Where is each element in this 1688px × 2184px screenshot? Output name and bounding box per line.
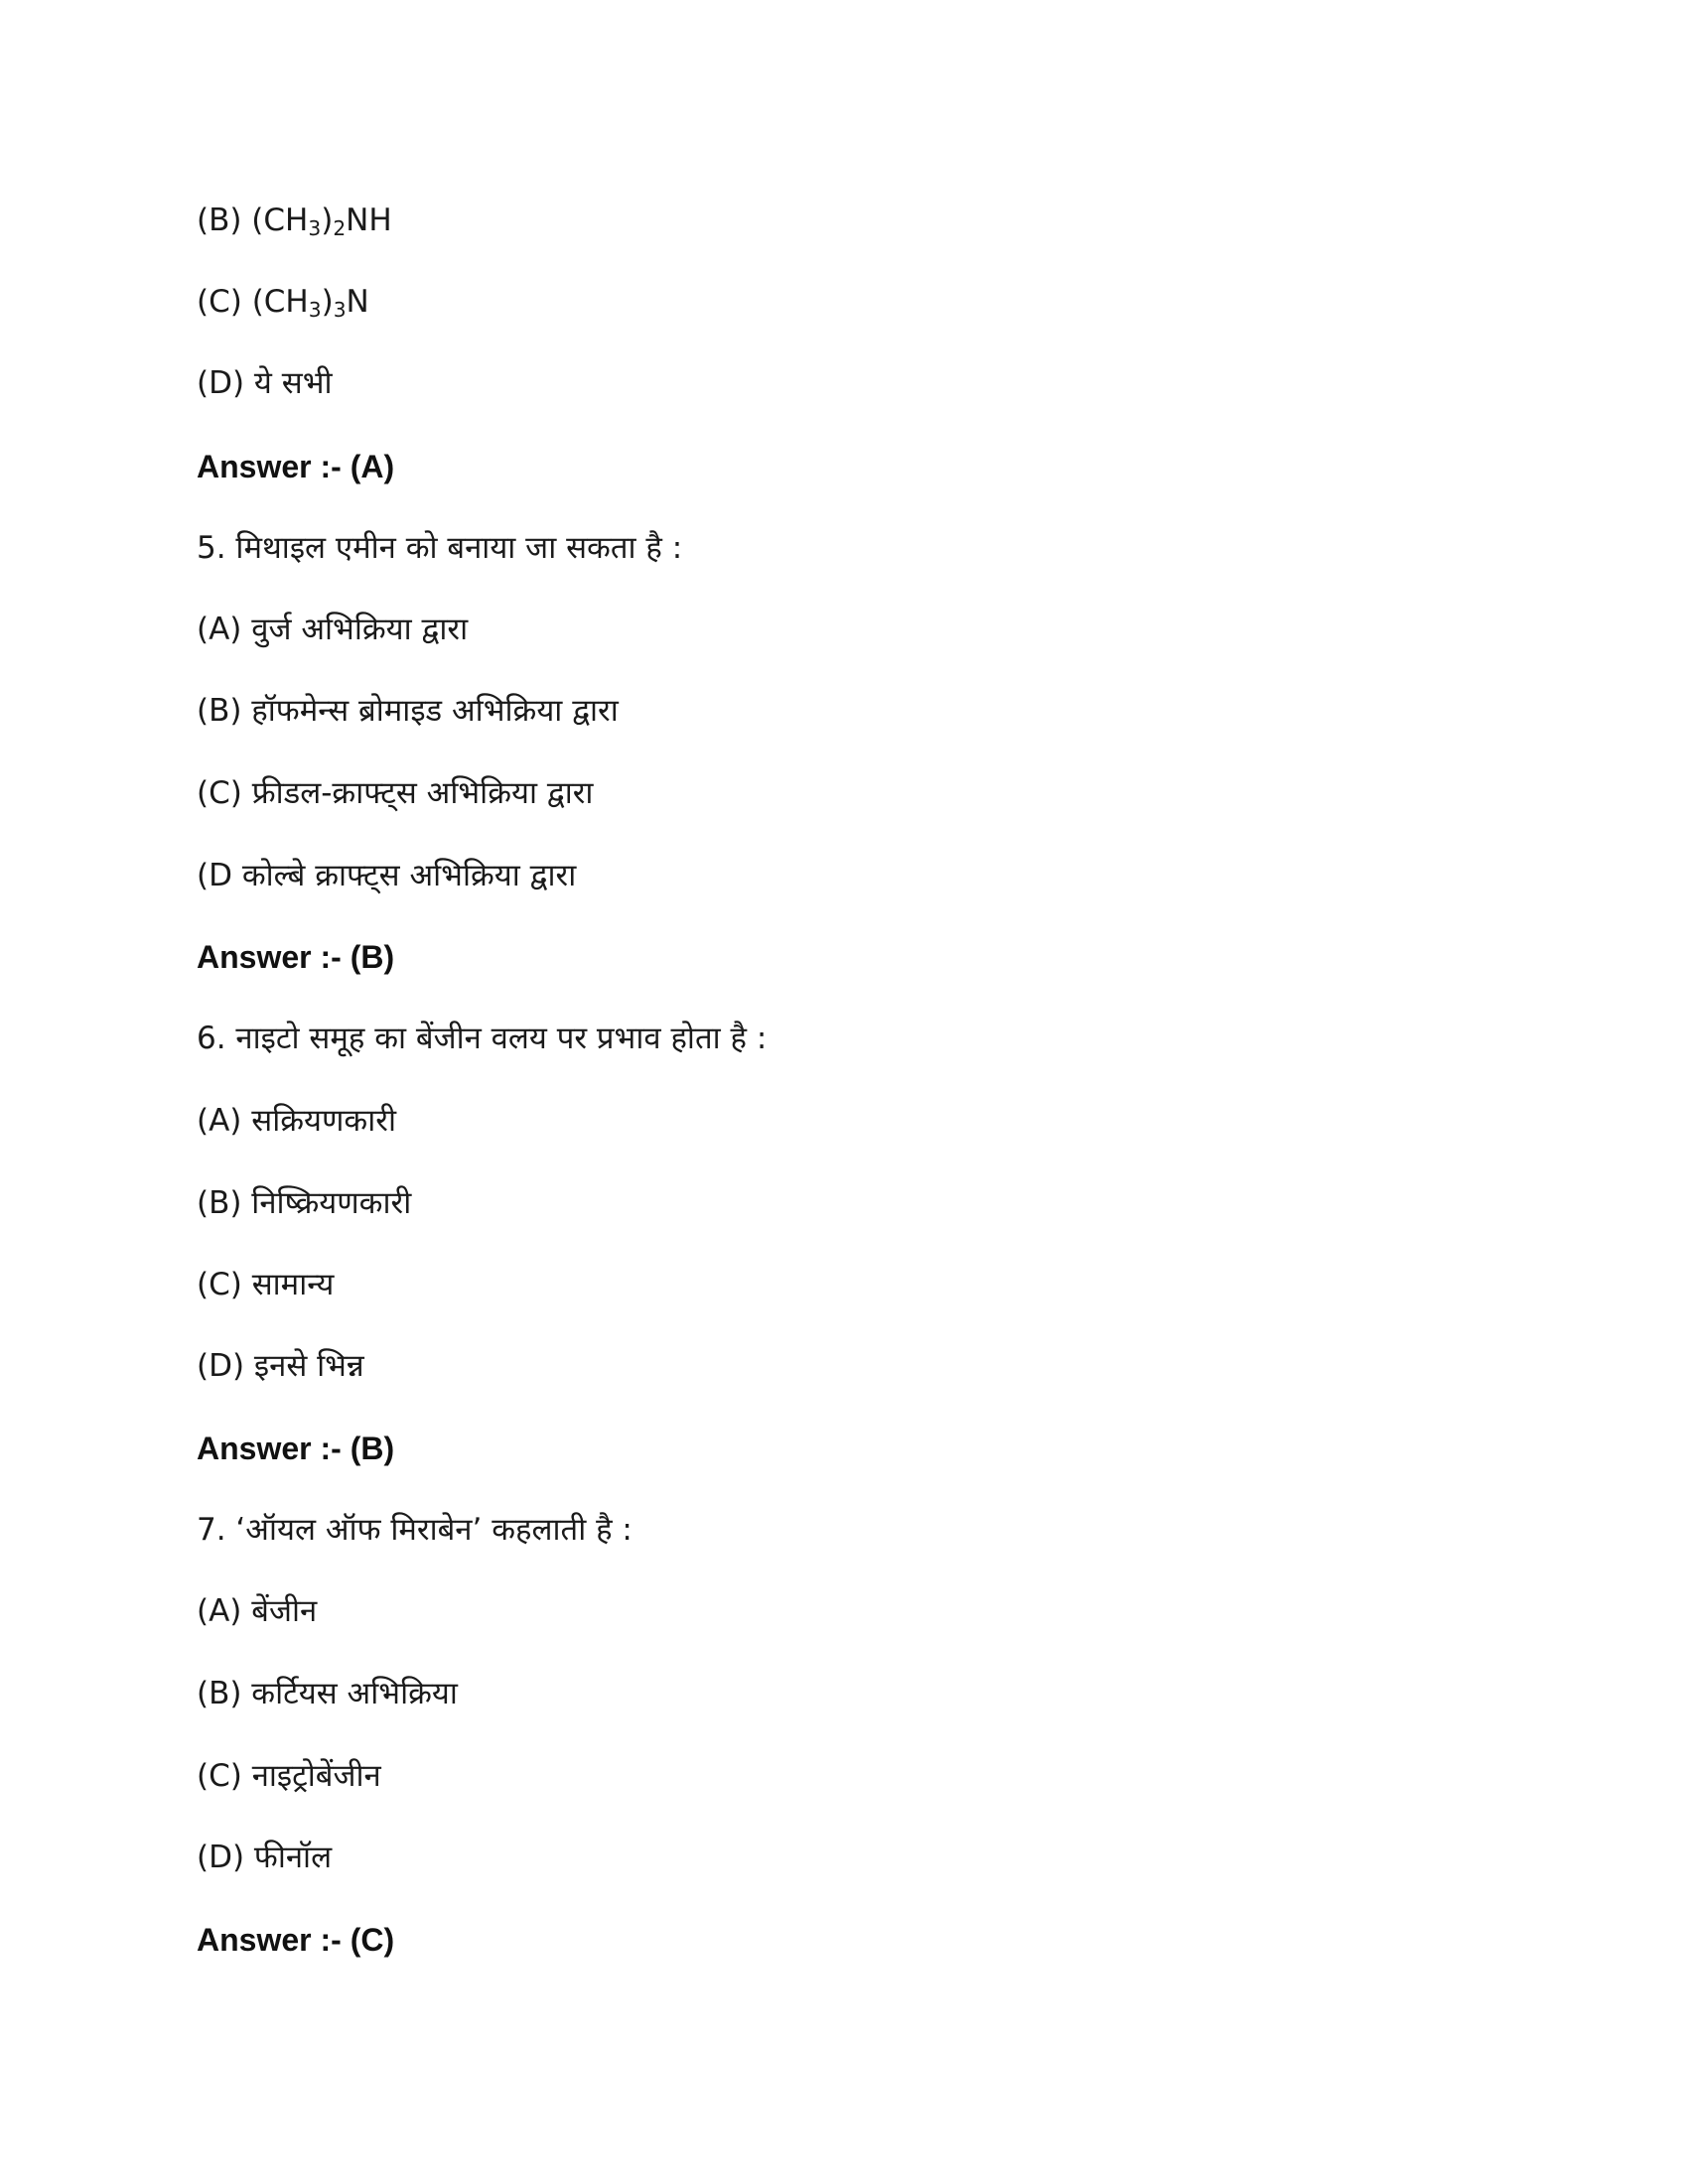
option-text: ): [321, 203, 334, 238]
subscript: 3: [308, 298, 322, 323]
q7-option-a: (A) बेंजीन: [197, 1593, 318, 1629]
question-5: 5. मिथाइल एमीन को बनाया जा सकता है :: [197, 530, 683, 566]
subscript: 2: [333, 216, 347, 241]
subscript: 3: [333, 298, 347, 323]
q6-option-d: (D) इनसे भिन्न: [197, 1348, 364, 1384]
q7-option-c: (C) नाइट्रोबेंजीन: [197, 1758, 381, 1794]
q7-option-b: (B) कर्टियस अभिक्रिया: [197, 1676, 458, 1711]
answer-line: Answer :- (A): [197, 449, 395, 484]
q5-option-a: (A) वुर्ज अभिक्रिया द्वारा: [197, 612, 469, 647]
question-6: 6. नाइटो समूह का बेंजीन वलय पर प्रभाव होता है :: [197, 1021, 768, 1056]
option-d: (D) ये सभी: [197, 365, 333, 401]
subscript: 3: [308, 216, 322, 241]
q6-answer: Answer :- (B): [197, 1431, 395, 1466]
option-text: (C) (CH: [197, 284, 309, 320]
option-text: (B) (CH: [197, 203, 309, 238]
option-c: [197, 280, 369, 324]
q5-answer: Answer :- (B): [197, 939, 395, 975]
option-text: NH: [346, 203, 392, 238]
q6-option-c: (C) सामान्य: [197, 1267, 335, 1302]
question-7: 7. ‘ऑयल ऑफ मिराबेन’ कहलाती है :: [197, 1512, 633, 1548]
q7-option-d: (D) फीनॉल: [197, 1840, 333, 1875]
q6-option-b: (B) निष्क्रियणकारी: [197, 1185, 412, 1221]
q7-answer: Answer :- (C): [197, 1922, 395, 1958]
option-b: [197, 199, 392, 242]
q5-option-c: (C) फ्रीडल-क्राफ्ट्स अभिक्रिया द्वारा: [197, 775, 594, 811]
q5-option-d: (D कोल्बे क्राफ्ट्स अभिक्रिया द्वारा: [197, 858, 577, 893]
q5-option-b: (B) हॉफमेन्स ब्रोमाइड अभिक्रिया द्वारा: [197, 693, 619, 729]
option-text: N: [346, 284, 369, 320]
option-text: ): [321, 284, 334, 320]
q6-option-a: (A) सक्रियणकारी: [197, 1103, 396, 1139]
